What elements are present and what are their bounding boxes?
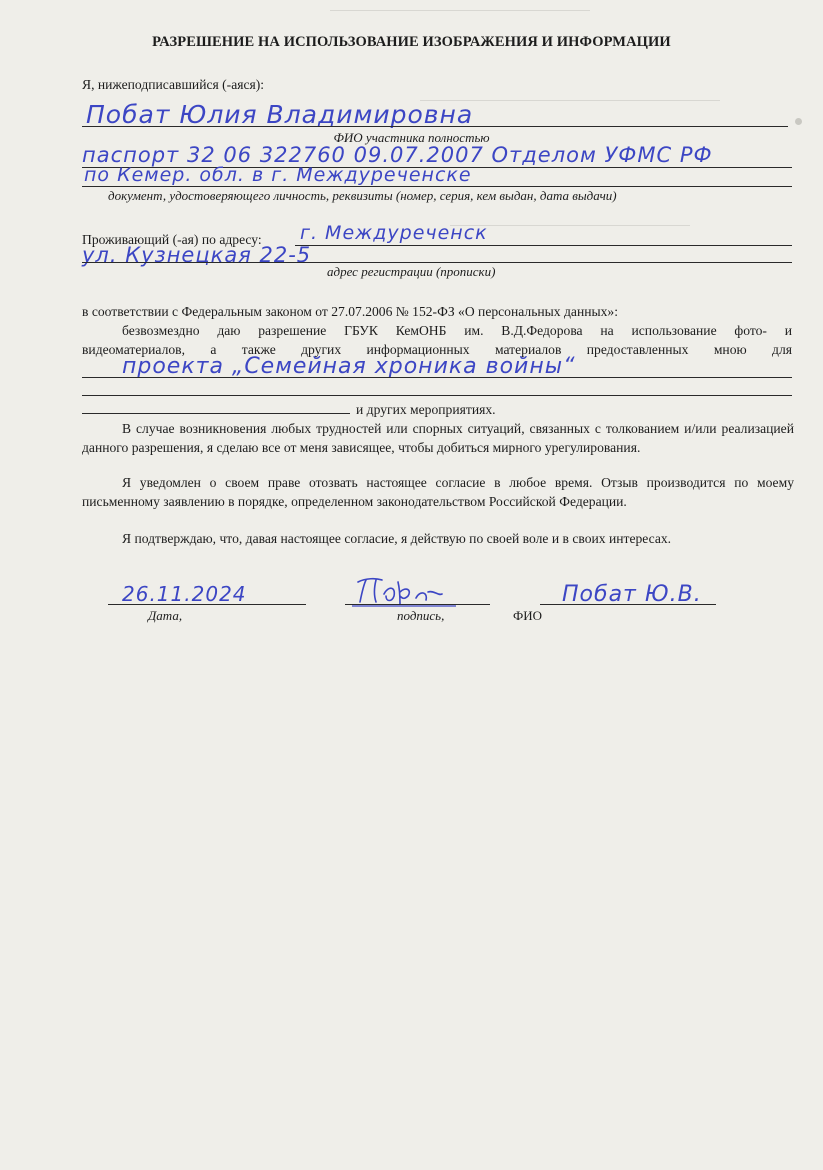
consent-line-1: безвозмездно даю разрешение ГБУК КемОНБ им. В.Д.Федорова на использование фото- и — [122, 323, 792, 338]
punch-mark — [795, 118, 802, 125]
signature-caption: подпись, — [397, 608, 445, 623]
project-line-1 — [82, 377, 792, 378]
date-line — [108, 604, 306, 605]
project-line-3 — [82, 413, 350, 414]
paragraph-revoke: Я уведомлен о своем праве отозвать настоящее согласие в любое время. Отзыв производится по моему письменному заявлению в порядке, определенном законодательством Российской Федерации. — [82, 475, 794, 509]
paragraph-difficulties: В случае возникновения любых трудностей или спорных ситуаций, связанных с толкованием и/или реализацией данного разрешения, я сделаю все от меня зависящее, чтобы добиться мирного урегулирования. — [82, 421, 794, 455]
date-handwritten: 26.11.2024 — [122, 582, 247, 606]
address-handwritten-line2: ул. Кузнецкая 22-5 — [82, 243, 312, 267]
document-title: РАЗРЕШЕНИЕ НА ИСПОЛЬЗОВАНИЕ ИЗОБРАЖЕНИЯ И ИНФОРМАЦИИ — [152, 34, 671, 50]
law-reference: в соответствии с Федеральным законом от 27.07.2006 № 152-ФЗ «О персональных данных»: — [82, 304, 618, 319]
other-events-text: и других мероприятиях. — [356, 402, 496, 417]
address-line-1 — [295, 245, 792, 246]
address-handwritten-line1: г. Междуреченск — [300, 222, 488, 244]
date-caption: Дата, — [148, 608, 183, 623]
name-handwritten: Побат Ю.В. — [562, 582, 702, 607]
project-handwritten: проекта „Семейная хроника войны“ — [122, 354, 576, 379]
address-label: Проживающий (-ая) по адресу: — [82, 232, 262, 247]
fio-handwritten: Побат Юлия Владимировна — [86, 100, 474, 129]
intro-text: Я, нижеподписавшийся (-аяся): — [82, 77, 265, 92]
address-caption: адрес регистрации (прописки) — [327, 264, 496, 279]
name-line — [540, 604, 716, 605]
fio-line — [82, 126, 788, 127]
document-handwritten-line2: по Кемер. обл. в г. Междуреченске — [84, 164, 472, 186]
signature-line — [345, 604, 490, 605]
name-caption: ФИО — [513, 608, 543, 623]
paragraph-confirm: Я подтверждаю, что, давая настоящее согласие, я действую по своей воле и в своих интересах. — [122, 531, 672, 546]
document-caption: документ, удостоверяющего личность, реквизиты (номер, серия, кем выдан, дата выдачи) — [108, 188, 617, 203]
consent-line-2: видеоматериалов, а также других информационных материалов предоставленных мною для — [82, 342, 792, 357]
project-line-2 — [82, 395, 792, 396]
fio-caption: ФИО участника полностью — [333, 130, 490, 145]
document-line-2 — [82, 186, 792, 187]
document-handwritten-line1: паспорт 32 06 322760 09.07.2007 Отделом УФМС РФ — [82, 143, 713, 167]
show-through-mark — [330, 10, 590, 11]
address-line-2 — [82, 262, 792, 263]
